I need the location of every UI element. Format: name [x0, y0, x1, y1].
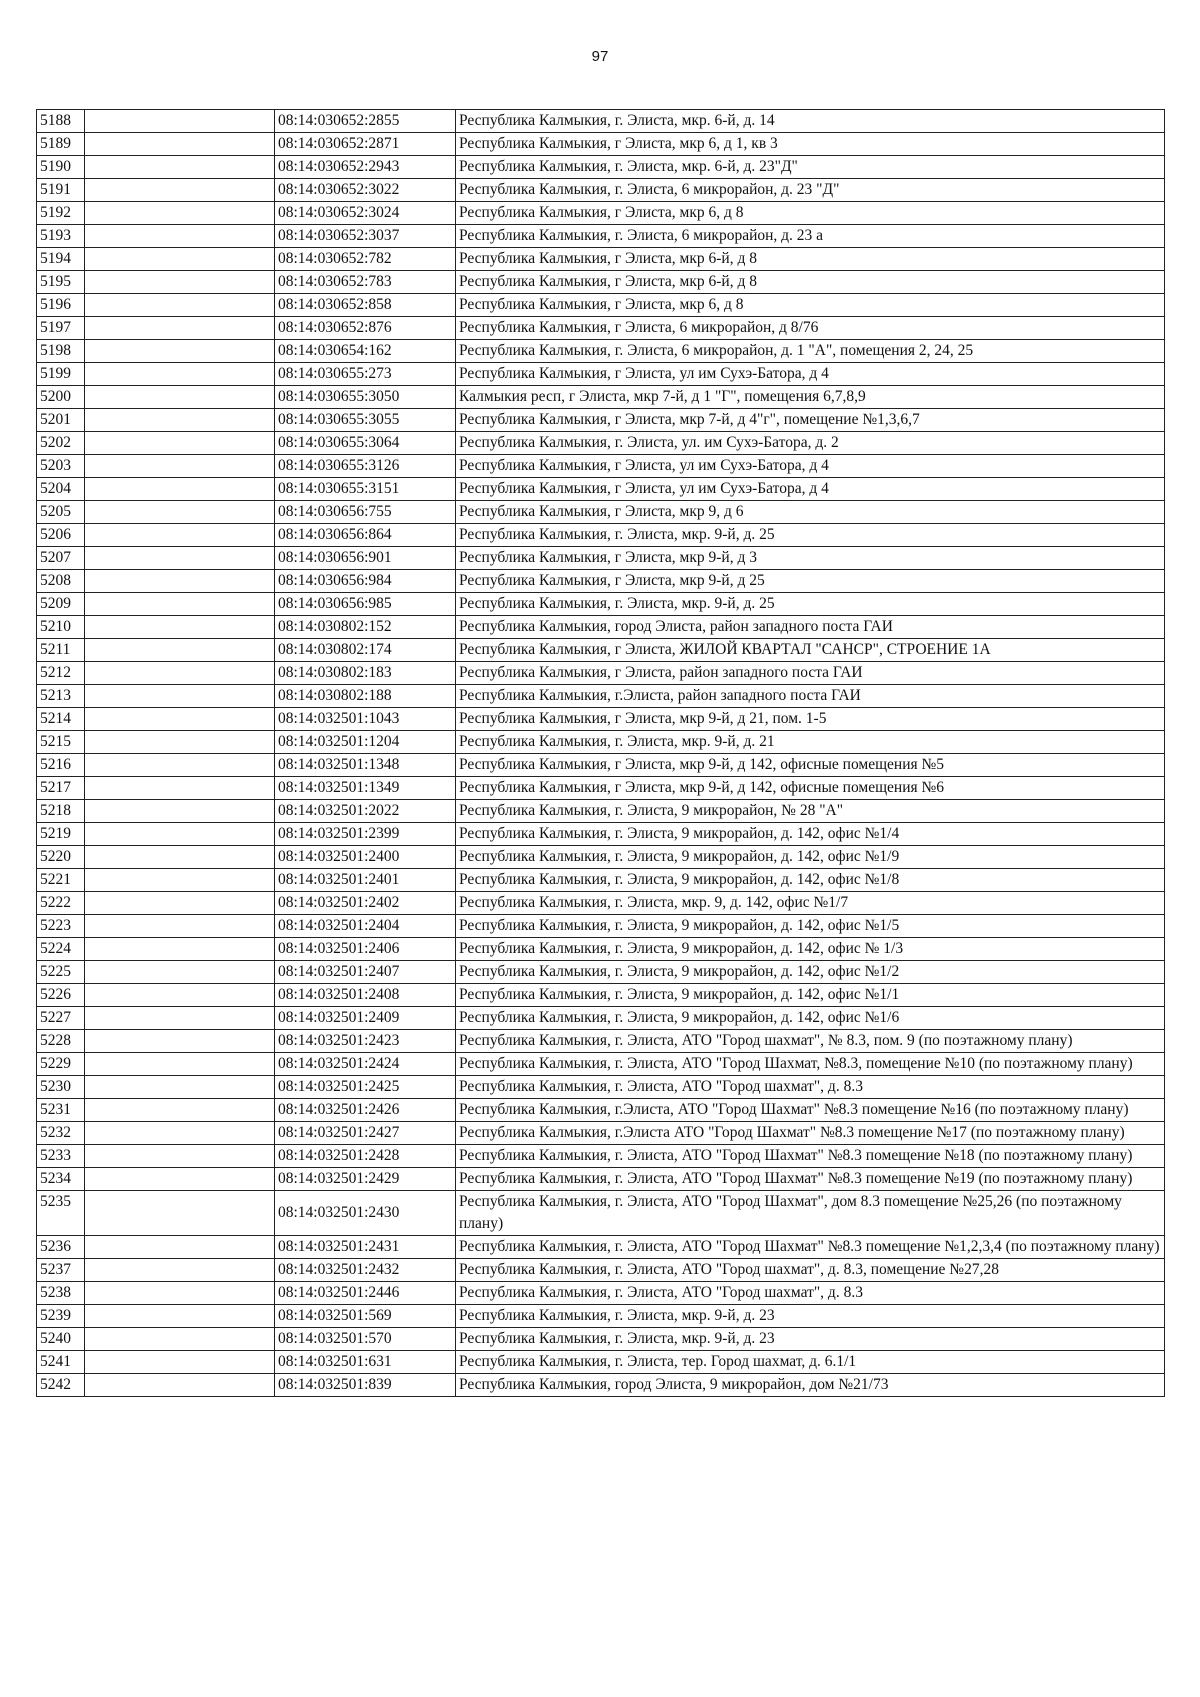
row-number-cell: 5231	[37, 1099, 85, 1122]
table-row	[37, 892, 1165, 915]
cadastral-number-cell: 08:14:032501:2399	[275, 823, 456, 846]
address-cell: Республика Калмыкия, г.Элиста АТО "Город Шахмат" №8.3 помещение №17 (по поэтажному плану)	[456, 1122, 1165, 1145]
row-number-cell: 5222	[37, 892, 85, 915]
address-cell: Республика Калмыкия, г. Элиста, мкр. 9, д. 142, офис №1/7	[456, 892, 1165, 915]
cadastral-number-cell: 08:14:030652:2943	[275, 156, 456, 179]
row-number-cell: 5210	[37, 616, 85, 639]
empty-cell	[85, 317, 275, 340]
table-row	[37, 1191, 1165, 1236]
cadastral-number-cell: 08:14:030652:782	[275, 248, 456, 271]
row-number-cell: 5199	[37, 363, 85, 386]
table-row	[37, 869, 1165, 892]
cadastral-number-cell: 08:14:030802:188	[275, 685, 456, 708]
table-row	[37, 1007, 1165, 1030]
cadastral-number-cell: 08:14:030655:3064	[275, 432, 456, 455]
empty-cell	[85, 823, 275, 846]
address-cell: Республика Калмыкия, г. Элиста, АТО "Город Шахмат, №8.3, помещение №10 (по поэтажному плану)	[456, 1053, 1165, 1076]
row-number-cell: 5204	[37, 478, 85, 501]
table-row	[37, 1122, 1165, 1145]
address-cell: Республика Калмыкия, г Элиста, мкр 9-й, д 21, пом. 1-5	[456, 708, 1165, 731]
row-number-cell: 5232	[37, 1122, 85, 1145]
row-number-cell: 5238	[37, 1282, 85, 1305]
empty-cell	[85, 593, 275, 616]
table-row	[37, 777, 1165, 800]
row-number-cell: 5228	[37, 1030, 85, 1053]
row-number-cell: 5223	[37, 915, 85, 938]
table-row	[37, 616, 1165, 639]
cadastral-number-cell: 08:14:030802:174	[275, 639, 456, 662]
cadastral-number-cell: 08:14:030652:3037	[275, 225, 456, 248]
empty-cell	[85, 616, 275, 639]
empty-cell	[85, 869, 275, 892]
cadastral-number-cell: 08:14:030802:183	[275, 662, 456, 685]
address-cell: Республика Калмыкия, г. Элиста, мкр. 9-й, д. 25	[456, 593, 1165, 616]
address-cell: Республика Калмыкия, г. Элиста, ул. им Сухэ-Батора, д. 2	[456, 432, 1165, 455]
empty-cell	[85, 961, 275, 984]
row-number-cell: 5233	[37, 1145, 85, 1168]
table-row	[37, 1374, 1165, 1397]
table-row	[37, 754, 1165, 777]
row-number-cell: 5202	[37, 432, 85, 455]
row-number-cell: 5195	[37, 271, 85, 294]
row-number-cell: 5216	[37, 754, 85, 777]
row-number-cell: 5212	[37, 662, 85, 685]
row-number-cell: 5188	[37, 110, 85, 133]
table-row	[37, 662, 1165, 685]
empty-cell	[85, 731, 275, 754]
table-row	[37, 1168, 1165, 1191]
cadastral-number-cell: 08:14:032501:2430	[275, 1191, 456, 1236]
cadastral-number-cell: 08:14:032501:2402	[275, 892, 456, 915]
cadastral-number-cell: 08:14:032501:2429	[275, 1168, 456, 1191]
row-number-cell: 5214	[37, 708, 85, 731]
row-number-cell: 5239	[37, 1305, 85, 1328]
address-cell: Республика Калмыкия, г Элиста, район западного поста ГАИ	[456, 662, 1165, 685]
table-row	[37, 1053, 1165, 1076]
address-cell: Республика Калмыкия, г. Элиста, мкр. 9-й, д. 21	[456, 731, 1165, 754]
address-cell: Республика Калмыкия, г Элиста, мкр 6-й, д 8	[456, 271, 1165, 294]
address-cell: Республика Калмыкия, г. Элиста, тер. Город шахмат, д. 6.1/1	[456, 1351, 1165, 1374]
address-cell: Республика Калмыкия, г. Элиста, мкр. 9-й, д. 23	[456, 1328, 1165, 1351]
address-cell: Республика Калмыкия, г. Элиста, 9 микрорайон, д. 142, офис №1/4	[456, 823, 1165, 846]
row-number-cell: 5207	[37, 547, 85, 570]
cadastral-number-cell: 08:14:032501:1043	[275, 708, 456, 731]
cadastral-number-cell: 08:14:030652:876	[275, 317, 456, 340]
row-number-cell: 5242	[37, 1374, 85, 1397]
row-number-cell: 5220	[37, 846, 85, 869]
cadastral-number-cell: 08:14:030655:3055	[275, 409, 456, 432]
row-number-cell: 5203	[37, 455, 85, 478]
empty-cell	[85, 478, 275, 501]
empty-cell	[85, 225, 275, 248]
row-number-cell: 5234	[37, 1168, 85, 1191]
empty-cell	[85, 294, 275, 317]
address-cell: Республика Калмыкия, г.Элиста, АТО "Город Шахмат" №8.3 помещение №16 (по поэтажному плану)	[456, 1099, 1165, 1122]
cadastral-number-cell: 08:14:032501:2409	[275, 1007, 456, 1030]
empty-cell	[85, 1374, 275, 1397]
cadastral-number-cell: 08:14:032501:2022	[275, 800, 456, 823]
table-row	[37, 938, 1165, 961]
address-cell: Республика Калмыкия, г. Элиста, 9 микрорайон, д. 142, офис №1/6	[456, 1007, 1165, 1030]
cadastral-number-cell: 08:14:032501:2401	[275, 869, 456, 892]
address-cell: Республика Калмыкия, г Элиста, ул им Сухэ-Батора, д 4	[456, 478, 1165, 501]
table-row	[37, 409, 1165, 432]
cadastral-number-cell: 08:14:032501:2408	[275, 984, 456, 1007]
address-cell: Республика Калмыкия, город Элиста, 9 микрорайон, дом №21/73	[456, 1374, 1165, 1397]
table-row	[37, 570, 1165, 593]
cadastral-number-cell: 08:14:032501:2427	[275, 1122, 456, 1145]
table-row	[37, 1259, 1165, 1282]
empty-cell	[85, 248, 275, 271]
empty-cell	[85, 1099, 275, 1122]
table-row	[37, 593, 1165, 616]
address-cell: Республика Калмыкия, город Элиста, район западного поста ГАИ	[456, 616, 1165, 639]
table-row	[37, 340, 1165, 363]
empty-cell	[85, 1030, 275, 1053]
row-number-cell: 5221	[37, 869, 85, 892]
row-number-cell: 5190	[37, 156, 85, 179]
table-row	[37, 1145, 1165, 1168]
row-number-cell: 5226	[37, 984, 85, 1007]
table-row	[37, 1351, 1165, 1374]
empty-cell	[85, 1076, 275, 1099]
table-row	[37, 984, 1165, 1007]
cadastral-number-cell: 08:14:030656:985	[275, 593, 456, 616]
table-row	[37, 432, 1165, 455]
table-row	[37, 1328, 1165, 1351]
address-cell: Республика Калмыкия, г Элиста, мкр 9-й, д 3	[456, 547, 1165, 570]
empty-cell	[85, 1282, 275, 1305]
table-row	[37, 133, 1165, 156]
row-number-cell: 5227	[37, 1007, 85, 1030]
empty-cell	[85, 432, 275, 455]
address-cell: Республика Калмыкия, г. Элиста, АТО "Город Шахмат" №8.3 помещение №19 (по поэтажному плану)	[456, 1168, 1165, 1191]
empty-cell	[85, 409, 275, 432]
address-cell: Республика Калмыкия, г. Элиста, АТО "Город Шахмат" №8.3 помещение №1,2,3,4 (по поэтажному плану)	[456, 1236, 1165, 1259]
table-row	[37, 478, 1165, 501]
row-number-cell: 5205	[37, 501, 85, 524]
row-number-cell: 5211	[37, 639, 85, 662]
row-number-cell: 5224	[37, 938, 85, 961]
address-cell: Республика Калмыкия, г Элиста, мкр 6, д 8	[456, 202, 1165, 225]
cadastral-number-cell: 08:14:032501:2432	[275, 1259, 456, 1282]
address-cell: Республика Калмыкия, г. Элиста, 9 микрорайон, д. 142, офис № 1/3	[456, 938, 1165, 961]
table-row	[37, 708, 1165, 731]
row-number-cell: 5200	[37, 386, 85, 409]
table-row	[37, 179, 1165, 202]
table-row	[37, 202, 1165, 225]
cadastral-number-cell: 08:14:030654:162	[275, 340, 456, 363]
address-cell: Республика Калмыкия, г Элиста, мкр 9-й, д 25	[456, 570, 1165, 593]
empty-cell	[85, 1236, 275, 1259]
empty-cell	[85, 1168, 275, 1191]
empty-cell	[85, 386, 275, 409]
cadastral-number-cell: 08:14:030655:3050	[275, 386, 456, 409]
empty-cell	[85, 271, 275, 294]
row-number-cell: 5241	[37, 1351, 85, 1374]
cadastral-number-cell: 08:14:032501:631	[275, 1351, 456, 1374]
cadastral-number-cell: 08:14:032501:2424	[275, 1053, 456, 1076]
empty-cell	[85, 892, 275, 915]
row-number-cell: 5196	[37, 294, 85, 317]
address-cell: Республика Калмыкия, г. Элиста, 9 микрорайон, д. 142, офис №1/2	[456, 961, 1165, 984]
empty-cell	[85, 639, 275, 662]
cadastral-number-cell: 08:14:030655:3151	[275, 478, 456, 501]
cadastral-number-cell: 08:14:030652:3024	[275, 202, 456, 225]
address-cell: Республика Калмыкия, г Элиста, мкр 6, д 1, кв 3	[456, 133, 1165, 156]
address-cell: Республика Калмыкия, г. Элиста, 9 микрорайон, д. 142, офис №1/1	[456, 984, 1165, 1007]
row-number-cell: 5225	[37, 961, 85, 984]
address-cell: Республика Калмыкия, г. Элиста, АТО "Город Шахмат", дом 8.3 помещение №25,26 (по поэтажному плану)	[456, 1191, 1165, 1236]
cadastral-number-cell: 08:14:030655:3126	[275, 455, 456, 478]
row-number-cell: 5189	[37, 133, 85, 156]
table-row	[37, 248, 1165, 271]
empty-cell	[85, 846, 275, 869]
row-number-cell: 5240	[37, 1328, 85, 1351]
cadastral-number-cell: 08:14:032501:570	[275, 1328, 456, 1351]
empty-cell	[85, 1122, 275, 1145]
table-row	[37, 225, 1165, 248]
cadastral-number-cell: 08:14:032501:2406	[275, 938, 456, 961]
empty-cell	[85, 915, 275, 938]
table-row	[37, 156, 1165, 179]
table-row	[37, 110, 1165, 133]
address-cell: Республика Калмыкия, г Элиста, мкр 9-й, д 142, офисные помещения №5	[456, 754, 1165, 777]
row-number-cell: 5230	[37, 1076, 85, 1099]
cadastral-number-cell: 08:14:032501:569	[275, 1305, 456, 1328]
empty-cell	[85, 754, 275, 777]
empty-cell	[85, 800, 275, 823]
address-cell: Республика Калмыкия, г. Элиста, 9 микрорайон, д. 142, офис №1/8	[456, 869, 1165, 892]
empty-cell	[85, 1259, 275, 1282]
address-cell: Республика Калмыкия, г Элиста, ул им Сухэ-Батора, д 4	[456, 455, 1165, 478]
table-row	[37, 271, 1165, 294]
table-row	[37, 1282, 1165, 1305]
cadastral-number-cell: 08:14:032501:1349	[275, 777, 456, 800]
address-cell: Республика Калмыкия, г. Элиста, АТО "Город шахмат", д. 8.3	[456, 1282, 1165, 1305]
address-cell: Республика Калмыкия, г. Элиста, мкр. 6-й, д. 23"Д"	[456, 156, 1165, 179]
row-number-cell: 5193	[37, 225, 85, 248]
empty-cell	[85, 179, 275, 202]
empty-cell	[85, 547, 275, 570]
row-number-cell: 5194	[37, 248, 85, 271]
empty-cell	[85, 1351, 275, 1374]
cadastral-number-cell: 08:14:030656:901	[275, 547, 456, 570]
address-cell: Республика Калмыкия, г Элиста, мкр 6-й, д 8	[456, 248, 1165, 271]
cadastral-number-cell: 08:14:032501:2426	[275, 1099, 456, 1122]
empty-cell	[85, 363, 275, 386]
cadastral-number-cell: 08:14:032501:2400	[275, 846, 456, 869]
address-cell: Республика Калмыкия, г Элиста, мкр 6, д 8	[456, 294, 1165, 317]
registry-table-body	[37, 110, 1165, 1397]
empty-cell	[85, 110, 275, 133]
address-cell: Республика Калмыкия, г. Элиста, 6 микрорайон, д. 1 "А", помещения 2, 24, 25	[456, 340, 1165, 363]
address-cell: Республика Калмыкия, г. Элиста, АТО "Город шахмат", д. 8.3	[456, 1076, 1165, 1099]
cadastral-number-cell: 08:14:030656:984	[275, 570, 456, 593]
table-row	[37, 294, 1165, 317]
table-row	[37, 1236, 1165, 1259]
row-number-cell: 5208	[37, 570, 85, 593]
empty-cell	[85, 662, 275, 685]
table-row	[37, 685, 1165, 708]
empty-cell	[85, 340, 275, 363]
address-cell: Республика Калмыкия, г Элиста, мкр 9-й, д 142, офисные помещения №6	[456, 777, 1165, 800]
empty-cell	[85, 202, 275, 225]
address-cell: Республика Калмыкия, г. Элиста, 9 микрорайон, д. 142, офис №1/9	[456, 846, 1165, 869]
table-row	[37, 524, 1165, 547]
table-row	[37, 363, 1165, 386]
empty-cell	[85, 1053, 275, 1076]
cadastral-number-cell: 08:14:030652:858	[275, 294, 456, 317]
table-row	[37, 961, 1165, 984]
cadastral-number-cell: 08:14:032501:1204	[275, 731, 456, 754]
empty-cell	[85, 501, 275, 524]
cadastral-number-cell: 08:14:030802:152	[275, 616, 456, 639]
row-number-cell: 5209	[37, 593, 85, 616]
row-number-cell: 5215	[37, 731, 85, 754]
empty-cell	[85, 570, 275, 593]
empty-cell	[85, 1305, 275, 1328]
table-row	[37, 317, 1165, 340]
empty-cell	[85, 984, 275, 1007]
empty-cell	[85, 1007, 275, 1030]
registry-table	[36, 109, 1165, 1397]
address-cell: Республика Калмыкия, г. Элиста, мкр. 6-й, д. 14	[456, 110, 1165, 133]
cadastral-number-cell: 08:14:030655:273	[275, 363, 456, 386]
row-number-cell: 5197	[37, 317, 85, 340]
table-row	[37, 731, 1165, 754]
row-number-cell: 5206	[37, 524, 85, 547]
cadastral-number-cell: 08:14:030652:3022	[275, 179, 456, 202]
cadastral-number-cell: 08:14:032501:2423	[275, 1030, 456, 1053]
row-number-cell: 5237	[37, 1259, 85, 1282]
empty-cell	[85, 455, 275, 478]
cadastral-number-cell: 08:14:032501:1348	[275, 754, 456, 777]
table-row	[37, 1030, 1165, 1053]
row-number-cell: 5229	[37, 1053, 85, 1076]
cadastral-number-cell: 08:14:032501:839	[275, 1374, 456, 1397]
cadastral-number-cell: 08:14:030652:2871	[275, 133, 456, 156]
row-number-cell: 5201	[37, 409, 85, 432]
table-row	[37, 501, 1165, 524]
empty-cell	[85, 133, 275, 156]
address-cell: Калмыкия респ, г Элиста, мкр 7-й, д 1 "Г", помещения 6,7,8,9	[456, 386, 1165, 409]
empty-cell	[85, 938, 275, 961]
empty-cell	[85, 1191, 275, 1236]
cadastral-number-cell: 08:14:030656:755	[275, 501, 456, 524]
cadastral-number-cell: 08:14:032501:2404	[275, 915, 456, 938]
address-cell: Республика Калмыкия, г.Элиста, район западного поста ГАИ	[456, 685, 1165, 708]
table-row	[37, 1305, 1165, 1328]
address-cell: Республика Калмыкия, г. Элиста, 6 микрорайон, д. 23 "Д"	[456, 179, 1165, 202]
empty-cell	[85, 708, 275, 731]
address-cell: Республика Калмыкия, г. Элиста, 6 микрорайон, д. 23 а	[456, 225, 1165, 248]
table-row	[37, 386, 1165, 409]
cadastral-number-cell: 08:14:032501:2431	[275, 1236, 456, 1259]
address-cell: Республика Калмыкия, г Элиста, мкр 7-й, д 4"г", помещение №1,3,6,7	[456, 409, 1165, 432]
row-number-cell: 5191	[37, 179, 85, 202]
address-cell: Республика Калмыкия, г. Элиста, АТО "Город Шахмат" №8.3 помещение №18 (по поэтажному плану)	[456, 1145, 1165, 1168]
row-number-cell: 5235	[37, 1191, 85, 1236]
address-cell: Республика Калмыкия, г Элиста, ул им Сухэ-Батора, д 4	[456, 363, 1165, 386]
address-cell: Республика Калмыкия, г Элиста, мкр 9, д 6	[456, 501, 1165, 524]
table-row	[37, 639, 1165, 662]
row-number-cell: 5192	[37, 202, 85, 225]
empty-cell	[85, 156, 275, 179]
address-cell: Республика Калмыкия, г. Элиста, мкр. 9-й, д. 23	[456, 1305, 1165, 1328]
cadastral-number-cell: 08:14:032501:2428	[275, 1145, 456, 1168]
row-number-cell: 5218	[37, 800, 85, 823]
row-number-cell: 5198	[37, 340, 85, 363]
table-row	[37, 1076, 1165, 1099]
cadastral-number-cell: 08:14:032501:2446	[275, 1282, 456, 1305]
address-cell: Республика Калмыкия, г. Элиста, 9 микрорайон, № 28 "А"	[456, 800, 1165, 823]
table-row	[37, 823, 1165, 846]
row-number-cell: 5213	[37, 685, 85, 708]
empty-cell	[85, 1328, 275, 1351]
table-row	[37, 1099, 1165, 1122]
table-row	[37, 800, 1165, 823]
cadastral-number-cell: 08:14:030652:2855	[275, 110, 456, 133]
page-number: 97	[591, 48, 609, 65]
table-row	[37, 455, 1165, 478]
address-cell: Республика Калмыкия, г. Элиста, АТО "Город шахмат", д. 8.3, помещение №27,28	[456, 1259, 1165, 1282]
address-cell: Республика Калмыкия, г. Элиста, мкр. 9-й, д. 25	[456, 524, 1165, 547]
cadastral-number-cell: 08:14:032501:2407	[275, 961, 456, 984]
address-cell: Республика Калмыкия, г. Элиста, АТО "Город шахмат", № 8.3, пом. 9 (по поэтажному плану)	[456, 1030, 1165, 1053]
cadastral-number-cell: 08:14:030656:864	[275, 524, 456, 547]
empty-cell	[85, 685, 275, 708]
empty-cell	[85, 1145, 275, 1168]
address-cell: Республика Калмыкия, г Элиста, 6 микрорайон, д 8/76	[456, 317, 1165, 340]
row-number-cell: 5236	[37, 1236, 85, 1259]
empty-cell	[85, 777, 275, 800]
row-number-cell: 5217	[37, 777, 85, 800]
cadastral-number-cell: 08:14:032501:2425	[275, 1076, 456, 1099]
address-cell: Республика Калмыкия, г Элиста, ЖИЛОЙ КВАРТАЛ "САНСР", СТРОЕНИЕ 1А	[456, 639, 1165, 662]
table-row	[37, 915, 1165, 938]
table-row	[37, 846, 1165, 869]
row-number-cell: 5219	[37, 823, 85, 846]
table-row	[37, 547, 1165, 570]
empty-cell	[85, 524, 275, 547]
address-cell: Республика Калмыкия, г. Элиста, 9 микрорайон, д. 142, офис №1/5	[456, 915, 1165, 938]
cadastral-number-cell: 08:14:030652:783	[275, 271, 456, 294]
